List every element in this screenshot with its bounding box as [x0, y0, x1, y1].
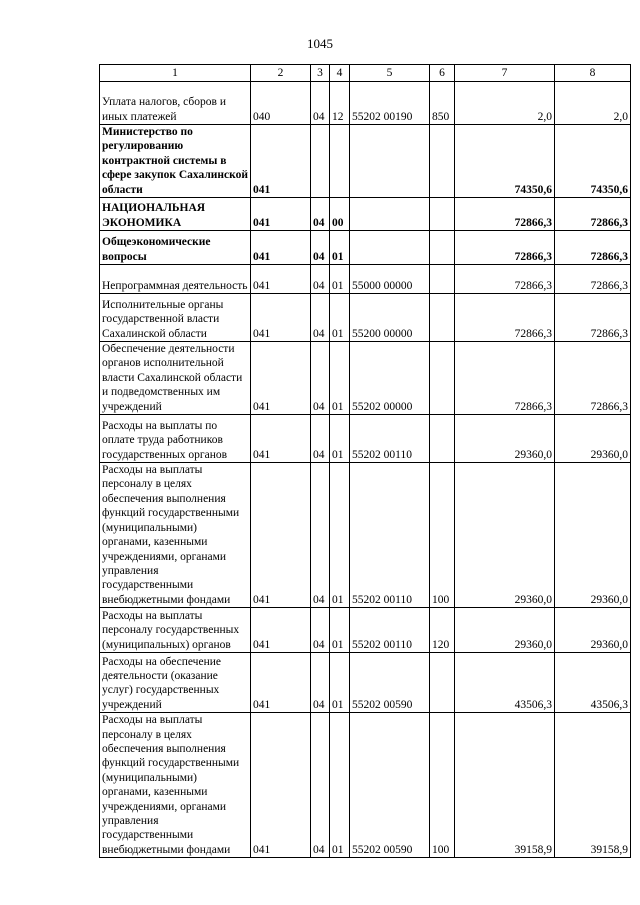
table-row: [100, 294, 631, 342]
header-col-4: 4: [330, 65, 350, 82]
row-target-article: 55202 00590: [350, 653, 430, 713]
row-amount-2: 43506,3: [555, 653, 631, 713]
header-col-1: 1: [100, 65, 251, 82]
header-col-6: 6: [430, 65, 455, 82]
row-amount-2: 2,0: [555, 82, 631, 125]
row-amount-1: 29360,0: [455, 463, 555, 608]
row-target-article: 55202 00110: [350, 608, 430, 653]
budget-table: [99, 64, 631, 858]
row-expense-type: [430, 342, 455, 415]
row-subsection: 01: [330, 342, 350, 415]
row-expense-type: [430, 294, 455, 342]
row-name: Расходы на обеспечение деятельности (оказание услуг) государственных учреждений: [100, 653, 251, 713]
row-subsection: 01: [330, 265, 350, 294]
row-name: Исполнительные органы государственной власти Сахалинской области: [100, 294, 251, 342]
row-amount-1: 72866,3: [455, 342, 555, 415]
row-target-article: 55200 00000: [350, 294, 430, 342]
row-subsection: 01: [330, 463, 350, 608]
row-target-article: [350, 231, 430, 265]
row-amount-2: 29360,0: [555, 463, 631, 608]
row-amount-1: 43506,3: [455, 653, 555, 713]
row-name: Уплата налогов, сборов и иных платежей: [100, 82, 251, 125]
row-admin-code: 040: [251, 82, 311, 125]
header-row: [100, 65, 631, 82]
table-body: [100, 82, 631, 858]
row-amount-1: 39158,9: [455, 713, 555, 858]
row-target-article: 55000 00000: [350, 265, 430, 294]
row-section: 04: [311, 463, 330, 608]
row-subsection: 01: [330, 294, 350, 342]
row-admin-code: 041: [251, 265, 311, 294]
row-target-article: 55202 00110: [350, 463, 430, 608]
row-expense-type: 120: [430, 608, 455, 653]
row-amount-2: 72866,3: [555, 342, 631, 415]
table-row: [100, 125, 631, 198]
row-amount-2: 39158,9: [555, 713, 631, 858]
header-col-3: 3: [311, 65, 330, 82]
row-section: 04: [311, 415, 330, 463]
row-section: 04: [311, 231, 330, 265]
row-subsection: [330, 125, 350, 198]
row-expense-type: [430, 231, 455, 265]
row-name: Расходы на выплаты по оплате труда работников государственных органов: [100, 415, 251, 463]
table-row: [100, 265, 631, 294]
row-amount-2: 72866,3: [555, 231, 631, 265]
row-subsection: 01: [330, 713, 350, 858]
row-expense-type: [430, 653, 455, 713]
table-row: [100, 342, 631, 415]
row-section: 04: [311, 608, 330, 653]
row-expense-type: 850: [430, 82, 455, 125]
row-section: 04: [311, 294, 330, 342]
row-amount-2: 29360,0: [555, 608, 631, 653]
row-admin-code: 041: [251, 294, 311, 342]
row-amount-1: 72866,3: [455, 231, 555, 265]
row-admin-code: 041: [251, 463, 311, 608]
row-subsection: 12: [330, 82, 350, 125]
row-section: 04: [311, 653, 330, 713]
header-col-5: 5: [350, 65, 430, 82]
header-col-8: 8: [555, 65, 631, 82]
row-target-article: 55202 00110: [350, 415, 430, 463]
row-subsection: 01: [330, 415, 350, 463]
row-name: Расходы на выплаты персоналу государственных (муниципальных) органов: [100, 608, 251, 653]
row-name: Расходы на выплаты персоналу в целях обеспечения выполнения функций государственными (муниципальными) органами, казенными учреждениями, органами управления государственными внебюджетными фондами: [100, 463, 251, 608]
row-amount-1: 72866,3: [455, 294, 555, 342]
row-section: 04: [311, 713, 330, 858]
row-amount-1: 74350,6: [455, 125, 555, 198]
row-admin-code: 041: [251, 608, 311, 653]
row-admin-code: 041: [251, 125, 311, 198]
row-amount-2: 72866,3: [555, 294, 631, 342]
row-target-article: 55202 00190: [350, 82, 430, 125]
row-section: 04: [311, 198, 330, 231]
row-subsection: 01: [330, 653, 350, 713]
table-row: [100, 608, 631, 653]
row-expense-type: [430, 265, 455, 294]
row-section: 04: [311, 265, 330, 294]
row-expense-type: [430, 415, 455, 463]
row-name: Обеспечение деятельности органов исполнительной власти Сахалинской области и подведомственных им учреждений: [100, 342, 251, 415]
row-name: Непрограммная деятельность: [100, 265, 251, 294]
row-expense-type: [430, 125, 455, 198]
row-amount-1: 29360,0: [455, 415, 555, 463]
row-admin-code: 041: [251, 198, 311, 231]
row-target-article: 55202 00590: [350, 713, 430, 858]
table-row: [100, 198, 631, 231]
row-amount-2: 74350,6: [555, 125, 631, 198]
row-amount-1: 72866,3: [455, 198, 555, 231]
header-col-2: 2: [251, 65, 311, 82]
row-amount-2: 72866,3: [555, 265, 631, 294]
row-admin-code: 041: [251, 231, 311, 265]
row-target-article: [350, 198, 430, 231]
page-number: 1045: [307, 36, 333, 51]
row-name: Расходы на выплаты персоналу в целях обеспечения выполнения функций государственными (муниципальными) органами, казенными учреждениями, органами управления государственными внебюджетными фондами: [100, 713, 251, 858]
row-name: Общеэкономические вопросы: [100, 231, 251, 265]
row-expense-type: 100: [430, 713, 455, 858]
table-row: [100, 463, 631, 608]
row-section: 04: [311, 82, 330, 125]
table-row: [100, 713, 631, 858]
table-row: [100, 653, 631, 713]
row-amount-1: 72866,3: [455, 265, 555, 294]
row-subsection: 01: [330, 231, 350, 265]
row-admin-code: 041: [251, 415, 311, 463]
row-amount-2: 29360,0: [555, 415, 631, 463]
row-target-article: 55202 00000: [350, 342, 430, 415]
row-subsection: 00: [330, 198, 350, 231]
header-col-7: 7: [455, 65, 555, 82]
table-row: [100, 231, 631, 265]
row-admin-code: 041: [251, 342, 311, 415]
row-target-article: [350, 125, 430, 198]
row-name: Министерство по регулированию контрактной системы в сфере закупок Сахалинской области: [100, 125, 251, 198]
row-section: [311, 125, 330, 198]
row-admin-code: 041: [251, 713, 311, 858]
row-expense-type: 100: [430, 463, 455, 608]
row-name: НАЦИОНАЛЬНАЯ ЭКОНОМИКА: [100, 198, 251, 231]
row-admin-code: 041: [251, 653, 311, 713]
table-row: [100, 82, 631, 125]
row-expense-type: [430, 198, 455, 231]
table-row: [100, 415, 631, 463]
row-section: 04: [311, 342, 330, 415]
row-amount-1: 2,0: [455, 82, 555, 125]
row-subsection: 01: [330, 608, 350, 653]
row-amount-2: 72866,3: [555, 198, 631, 231]
row-amount-1: 29360,0: [455, 608, 555, 653]
